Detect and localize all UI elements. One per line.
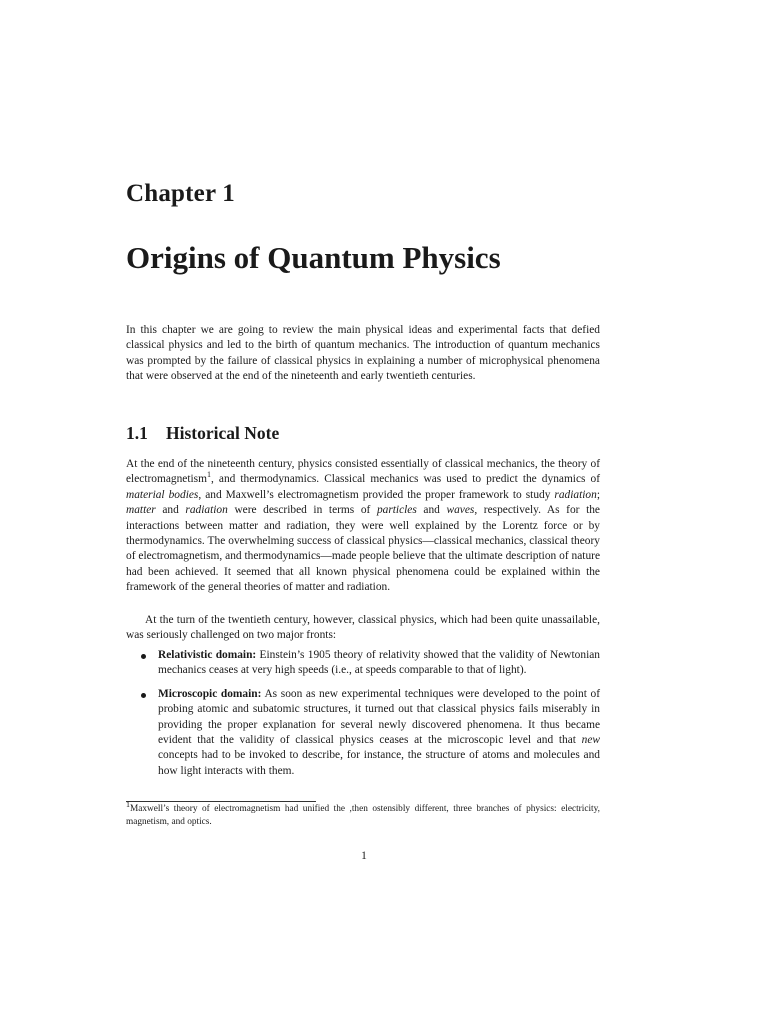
emphasis: particles [376,504,417,517]
chapter-title: Origins of Quantum Physics [126,240,501,275]
bullet-list [126,648,600,787]
bullet-text: As soon as new experimental techniques were developed to the point of probing atomic and subatomic structures, it turned out that classical physics fails miserably in providing the proper explanation for several newly discovered phenomena. It thus became evident that the validity of classical physics ceases at the microscopic level and that [158,687,600,747]
text-run: At the end of the nineteenth century, physics consisted essentially of classical mechanics, the theory of electromagnetism [126,458,600,486]
text-run: , and Maxwell’s electromagnetism provided the proper framework to study [198,488,555,501]
bullet-icon [141,693,146,698]
footnote-marker[interactable]: 1 [206,470,211,480]
paragraph-historical-2 [126,613,600,644]
section-heading [126,423,279,444]
text-run: and [416,504,447,517]
page-number: 1 [361,850,367,862]
text-run: , respectively. As for the interactions between matter and radiation, they were well explained by the Lorentz force or by thermodynamics. The overwhelming success of classical physics—classical mechanics, classical theory of electromagnetism, and thermodynamics—made people believe that the ultimate description of nature had been achieved. It seemed that all known physical phenomena could be explained within the framework of the general theories of matter and radiation. [126,504,600,594]
bullet-icon [141,654,146,659]
bullet-text: concepts had to be invoked to describe, for instance, the structure of atoms and molecules and how light interacts with them. [158,749,600,777]
emphasis: matter [126,504,156,517]
text-run: were described in terms of [227,504,377,517]
emphasis: radiation [554,488,597,501]
footnote-text: Maxwell’s theory of electromagnetism had unified the ,then ostensibly different, three branches of physics: electricity, magnetism, and optics. [126,804,600,827]
chapter-label: Chapter 1 [126,180,235,207]
text-run: , and thermodynamics. Classical mechanics was used to predict the dynamics of [210,473,600,486]
list-item [126,687,600,779]
bullet-text: Einstein’s 1905 theory of relativity showed that the validity of Newtonian mechanics ceases at very high speeds (i.e., at speeds comparable to that of light). [158,649,600,677]
text-run: At the turn of the twentieth century, however, classical physics, which had been quite unassailable, was seriously challenged on two major fronts: [126,614,600,642]
intro-paragraph: In this chapter we are going to review the main physical ideas and experimental facts that defied classical physics and led to the birth of quantum mechanics. The introduction of quantum mechanics was prompted by the failure of classical physics in explaining a number of microphysical phenomena that were observed at the end of the nineteenth and early twentieth centuries. [126,324,600,383]
emphasis: waves [446,504,475,517]
section-title: Historical Note [166,423,280,443]
text-run: and [155,504,186,517]
emphasis: material bodies [126,488,199,501]
emphasis: radiation [185,504,228,517]
paragraph-historical-1 [126,457,600,596]
emphasis: new [581,734,600,747]
footnote-rule [126,801,316,802]
footnote-mark: 1 [126,799,130,809]
footnote [126,799,600,829]
list-item [126,648,600,679]
section-number: 1.1 [126,423,148,443]
bullet-term: Microscopic domain: [158,687,262,700]
bullet-term: Relativistic domain: [158,649,257,661]
text-run: ; [596,488,600,501]
